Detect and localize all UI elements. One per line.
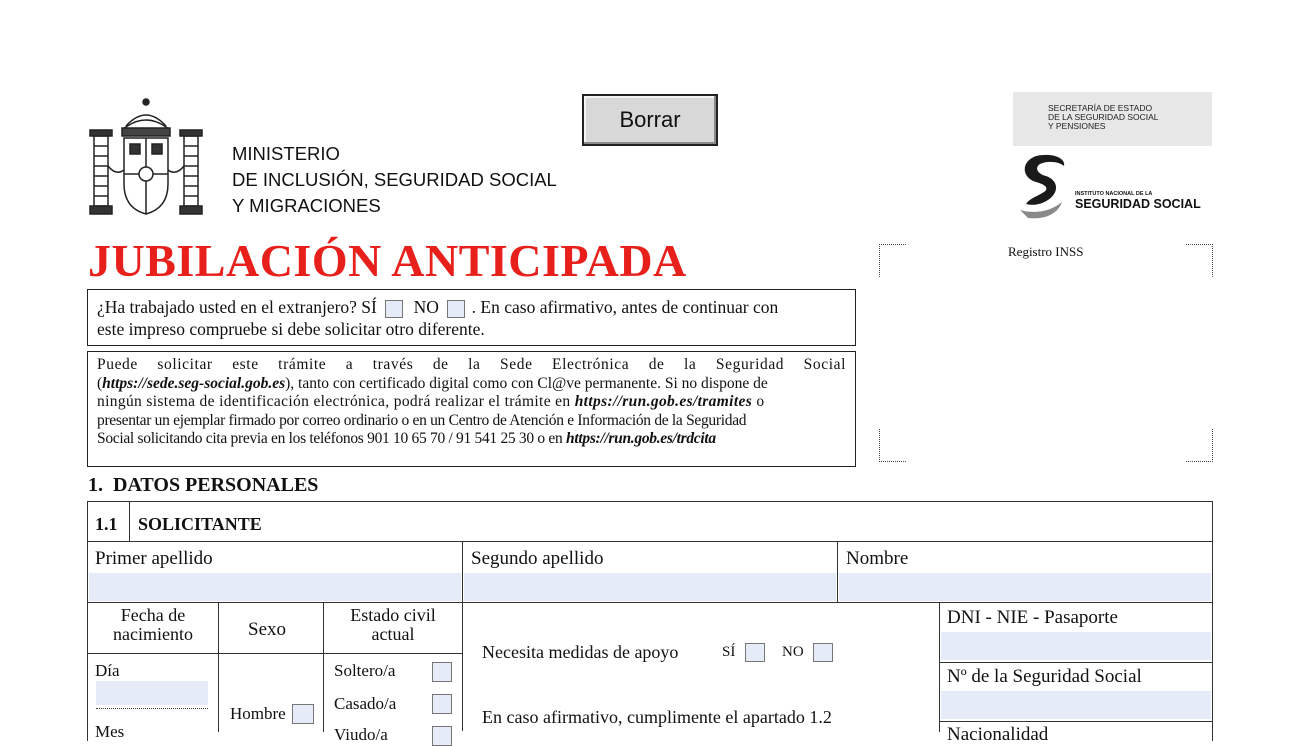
social-security-number-input[interactable] (941, 691, 1211, 719)
secretariat-line: Y PENSIONES (1048, 121, 1106, 131)
support-yes-checkbox[interactable] (745, 643, 765, 662)
married-label: Casado/a (334, 694, 397, 713)
married-checkbox[interactable] (432, 694, 452, 714)
section-title: 1. DATOS PERSONALES (88, 474, 319, 496)
male-checkbox[interactable] (292, 704, 314, 724)
secretariat-line: SECRETARÍA DE ESTADO (1048, 103, 1153, 113)
name-label: Nombre (846, 548, 909, 569)
table-divider (939, 662, 1213, 663)
id-document-label: DNI - NIE - Pasaporte (947, 607, 1118, 628)
civil-status-label: Estado civil actual (350, 605, 436, 644)
ministry-line: DE INCLUSIÓN, SEGURIDAD SOCIAL (232, 169, 557, 190)
first-surname-label: Primer apellido (95, 548, 213, 569)
sex-label: Sexo (248, 619, 286, 640)
dotted-separator (96, 708, 208, 709)
subsection-title: SOLICITANTE (138, 514, 262, 534)
secretariat-label (1013, 92, 1212, 146)
table-divider (87, 602, 1213, 603)
male-label: Hombre (230, 704, 286, 723)
table-divider (129, 501, 130, 542)
name-input[interactable] (839, 573, 1211, 601)
clear-button-label: Borrar (619, 107, 681, 132)
table-divider (218, 602, 219, 732)
form-title: JUBILACIÓN ANTICIPADA (88, 235, 687, 286)
id-document-input[interactable] (941, 632, 1211, 660)
support-yes-label: SÍ (722, 644, 736, 660)
info-box (87, 351, 856, 467)
clear-button[interactable] (582, 94, 718, 146)
tramites-link[interactable]: https://run.gob.es/tramites (574, 393, 753, 410)
support-note: En caso afirmativo, cumplimente el apartado 1.2 (482, 707, 832, 727)
coat-of-arms-logo (86, 96, 206, 224)
widowed-label: Viudo/a (334, 725, 388, 744)
abroad-question-box (87, 289, 856, 346)
abroad-note: este impreso compruebe si debe solicitar otro diferente. (97, 319, 485, 339)
abroad-question-end: . En caso afirmativo, antes de continuar con (471, 297, 779, 317)
birth-date-label: Fecha de nacimiento (113, 605, 193, 644)
day-label: Día (95, 661, 120, 680)
table-divider (87, 653, 463, 654)
inss-name (1075, 191, 1201, 211)
info-line: (https://sede.seg-social.gob.es), tanto con certificado digital como con Cl@ve permanente. Si no dispone de (97, 374, 768, 392)
day-input[interactable] (96, 681, 208, 705)
info-line: Social solicitando cita previa en los teléfonos 901 10 65 70 / 91 541 25 30 o en https://run.gob.es/trdcita (97, 430, 716, 447)
month-label: Mes (95, 722, 125, 741)
table-divider (939, 721, 1213, 722)
single-label: Soltero/a (334, 661, 396, 680)
table-divider (462, 541, 463, 731)
second-surname-input[interactable] (464, 573, 836, 601)
sede-link[interactable]: https://sede.seg-social.gob.es (102, 374, 286, 392)
ministry-line: MINISTERIO (232, 143, 340, 164)
inss-logo (1014, 152, 1074, 222)
first-surname-input[interactable] (89, 573, 461, 601)
ministry-name (232, 141, 557, 219)
abroad-no-checkbox[interactable] (447, 300, 465, 318)
inss-line-small: INSTITUTO NACIONAL DE LA (1075, 191, 1153, 197)
info-line: presentar un ejemplar firmado por correo ordinario o en un Centro de Atención e Información de la Seguridad (97, 411, 747, 429)
widowed-checkbox[interactable] (432, 726, 452, 746)
registro-label: Registro INSS (1008, 244, 1084, 259)
registro-frame (879, 244, 1213, 462)
trdcita-link[interactable]: https://run.gob.es/trdcita (566, 430, 716, 447)
second-surname-label: Segundo apellido (471, 548, 604, 569)
support-measures-label: Necesita medidas de apoyo (482, 642, 679, 662)
abroad-question: ¿Ha trabajado usted en el extranjero? SÍ (97, 297, 377, 317)
support-no-label: NO (782, 644, 804, 660)
secretariat-line: DE LA SEGURIDAD SOCIAL (1048, 112, 1159, 122)
social-security-number-label: Nº de la Seguridad Social (947, 666, 1142, 687)
nationality-label: Nacionalidad (947, 724, 1049, 745)
table-divider (87, 541, 1213, 542)
subsection-number: 1.1 (95, 514, 118, 534)
info-line: ningún sistema de identificación electrónica, podrá realizar el trámite en https://run.gob.es/tramites o (97, 393, 765, 410)
single-checkbox[interactable] (432, 662, 452, 682)
ministry-line: Y MIGRACIONES (232, 195, 381, 216)
abroad-yes-checkbox[interactable] (385, 300, 403, 318)
info-line: Puede solicitar este trámite a través de la Sede Electrónica de la Seguridad Social (97, 356, 846, 373)
abroad-no-label: NO (413, 297, 439, 317)
inss-line-big: SEGURIDAD SOCIAL (1075, 197, 1201, 211)
support-no-checkbox[interactable] (813, 643, 833, 662)
